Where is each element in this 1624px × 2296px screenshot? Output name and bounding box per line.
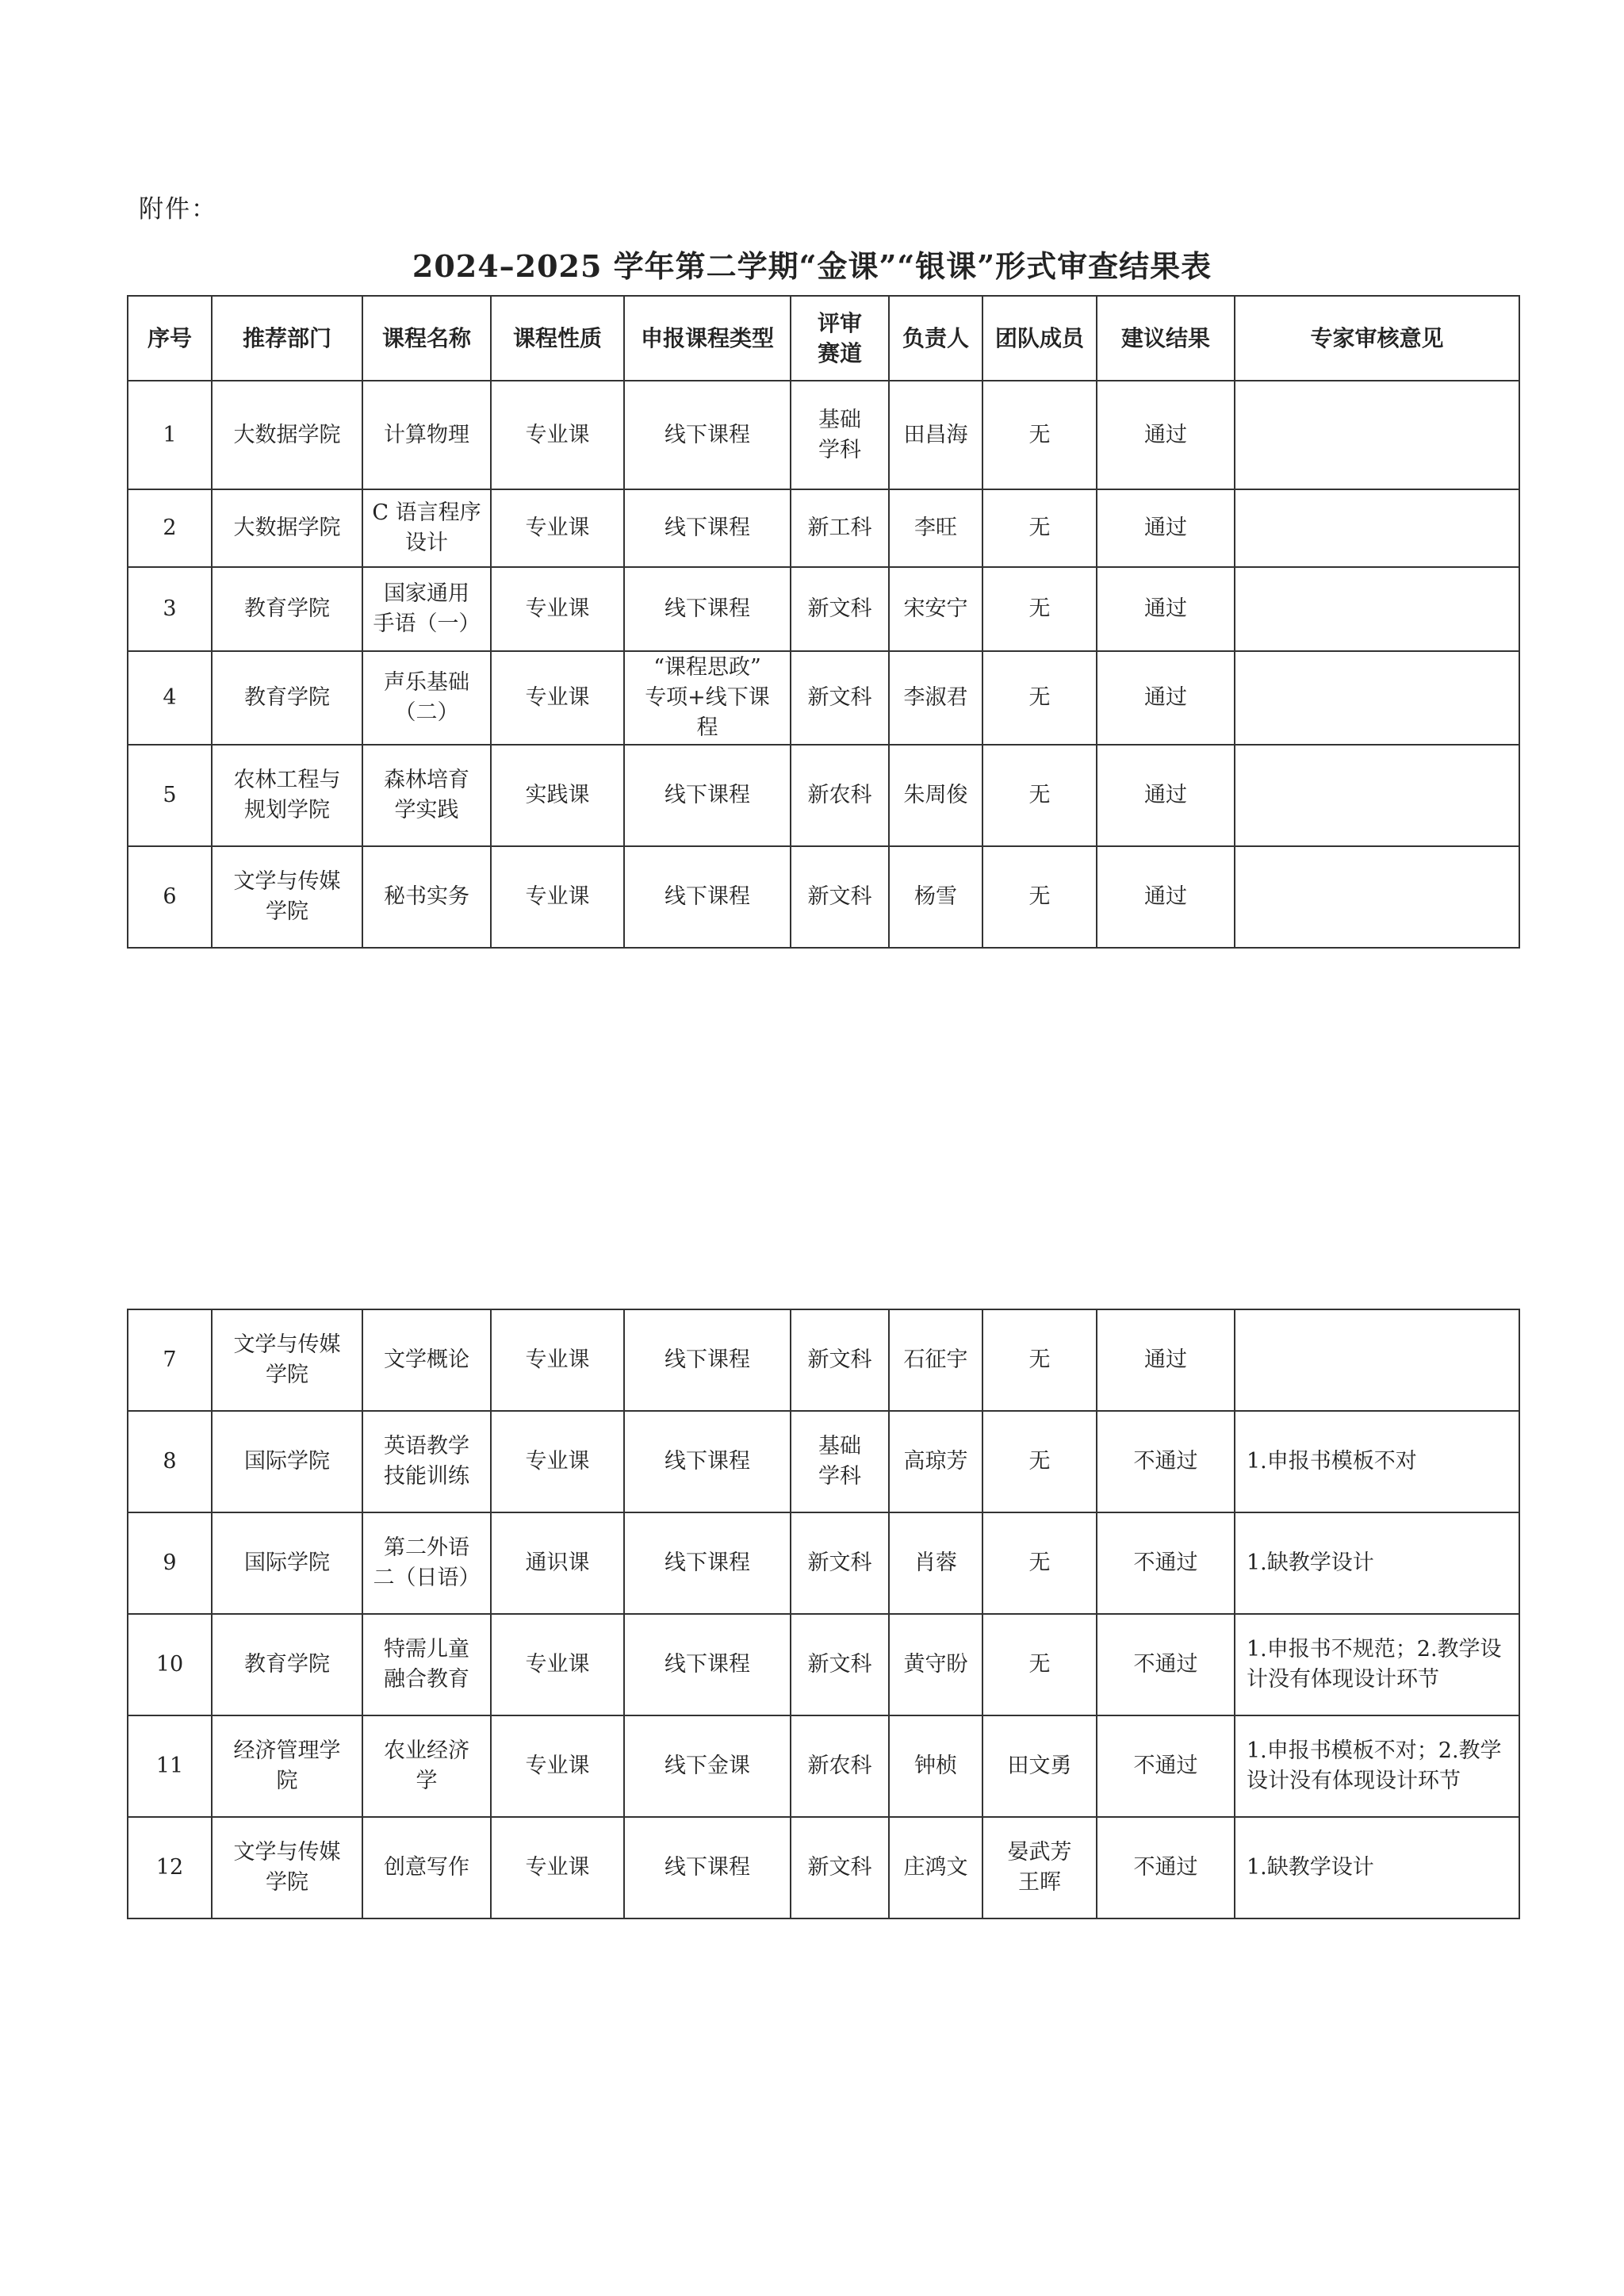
table-cell: 肖蓉 — [889, 1512, 982, 1614]
table-cell: 森林培育 学实践 — [362, 745, 491, 846]
table-cell: 4 — [128, 651, 212, 745]
table-row — [128, 1817, 1519, 1918]
table-cell: 专业课 — [491, 567, 624, 651]
table-cell: 计算物理 — [362, 381, 491, 489]
header-cell: 专家审核意见 — [1235, 296, 1519, 381]
table-cell: 9 — [128, 1512, 212, 1614]
table-cell: 创意写作 — [362, 1817, 491, 1918]
expert-opinion-cell: 1.缺教学设计 — [1235, 1512, 1519, 1614]
table-cell: 8 — [128, 1411, 212, 1512]
table-cell: 实践课 — [491, 745, 624, 846]
table-cell: 3 — [128, 567, 212, 651]
table-cell: 线下金课 — [624, 1715, 791, 1817]
table-cell: 线下课程 — [624, 1411, 791, 1512]
table-cell: 10 — [128, 1614, 212, 1715]
table-cell: 专业课 — [491, 651, 624, 745]
expert-opinion-cell — [1235, 489, 1519, 567]
table-row — [128, 1715, 1519, 1817]
table-cell: 通过 — [1097, 381, 1235, 489]
table-cell: 专业课 — [491, 1411, 624, 1512]
table-cell: 不通过 — [1097, 1512, 1235, 1614]
table-cell: 新文科 — [791, 567, 889, 651]
table-row — [128, 381, 1519, 489]
table-row — [128, 1512, 1519, 1614]
table-cell: 高琼芳 — [889, 1411, 982, 1512]
table-row — [128, 745, 1519, 846]
table-cell: 文学概论 — [362, 1309, 491, 1411]
table-cell: 无 — [982, 567, 1097, 651]
table-cell: 国际学院 — [212, 1512, 362, 1614]
attachment-label: 附件： — [139, 195, 217, 224]
table-cell: 11 — [128, 1715, 212, 1817]
table-row — [128, 1411, 1519, 1512]
table-cell: 朱周俊 — [889, 745, 982, 846]
table-cell: 线下课程 — [624, 489, 791, 567]
table-row — [128, 846, 1519, 948]
table-cell: 钟桢 — [889, 1715, 982, 1817]
table-cell: 第二外语 二（日语） — [362, 1512, 491, 1614]
table-cell: 线下课程 — [624, 1614, 791, 1715]
table-cell: 庄鸿文 — [889, 1817, 982, 1918]
table-cell: 李旺 — [889, 489, 982, 567]
table-cell: 无 — [982, 1512, 1097, 1614]
table-cell: 2 — [128, 489, 212, 567]
expert-opinion-cell: 1.缺教学设计 — [1235, 1817, 1519, 1918]
table-cell: 6 — [128, 846, 212, 948]
table-cell: 文学与传媒 学院 — [212, 1309, 362, 1411]
table-row — [128, 567, 1519, 651]
table-body — [128, 1309, 1519, 1918]
header-cell: 团队成员 — [982, 296, 1097, 381]
table-cell: 教育学院 — [212, 651, 362, 745]
table-cell: 7 — [128, 1309, 212, 1411]
table-cell: 专业课 — [491, 1309, 624, 1411]
header-row — [128, 296, 1519, 381]
table-cell: 专业课 — [491, 1614, 624, 1715]
header-cell: 建议结果 — [1097, 296, 1235, 381]
table-cell: 线下课程 — [624, 567, 791, 651]
table-cell: 通过 — [1097, 1309, 1235, 1411]
table-cell: 晏武芳 王晖 — [982, 1817, 1097, 1918]
table-cell: 声乐基础 （二） — [362, 651, 491, 745]
table-cell: 新文科 — [791, 1309, 889, 1411]
expert-opinion-cell — [1235, 846, 1519, 948]
table-cell: 线下课程 — [624, 381, 791, 489]
table-cell: 英语教学 技能训练 — [362, 1411, 491, 1512]
table-cell: 李淑君 — [889, 651, 982, 745]
table-cell: 无 — [982, 846, 1097, 948]
table-cell: C 语言程序 设计 — [362, 489, 491, 567]
table-cell: 新文科 — [791, 846, 889, 948]
header-cell: 推荐部门 — [212, 296, 362, 381]
table-cell: 新文科 — [791, 651, 889, 745]
table-cell: 通过 — [1097, 567, 1235, 651]
table-cell: 农林工程与 规划学院 — [212, 745, 362, 846]
table-cell: 专业课 — [491, 1715, 624, 1817]
table-cell: 专业课 — [491, 846, 624, 948]
table-cell: 线下课程 — [624, 846, 791, 948]
table-cell: 国家通用 手语（一） — [362, 567, 491, 651]
review-table-page2 — [127, 1309, 1520, 1919]
table-cell: 不通过 — [1097, 1817, 1235, 1918]
header-cell: 评审 赛道 — [791, 296, 889, 381]
expert-opinion-cell — [1235, 1309, 1519, 1411]
table-cell: 线下课程 — [624, 1309, 791, 1411]
table-cell: 黄守盼 — [889, 1614, 982, 1715]
table-cell: 无 — [982, 651, 1097, 745]
header-cell: 负责人 — [889, 296, 982, 381]
table-row — [128, 489, 1519, 567]
table-cell: 5 — [128, 745, 212, 846]
expert-opinion-cell — [1235, 745, 1519, 846]
table-body — [128, 381, 1519, 948]
expert-opinion-cell — [1235, 651, 1519, 745]
table-cell: 通过 — [1097, 846, 1235, 948]
table-cell: 线下课程 — [624, 745, 791, 846]
table-cell: 无 — [982, 381, 1097, 489]
expert-opinion-cell — [1235, 567, 1519, 651]
table-cell: 通过 — [1097, 651, 1235, 745]
table-cell: 石征宇 — [889, 1309, 982, 1411]
header-cell: 课程性质 — [491, 296, 624, 381]
header-cell: 课程名称 — [362, 296, 491, 381]
table-cell: 不通过 — [1097, 1614, 1235, 1715]
table-cell: 基础 学科 — [791, 381, 889, 489]
table-cell: 新文科 — [791, 1614, 889, 1715]
table-cell: 线下课程 — [624, 1817, 791, 1918]
table-cell: 无 — [982, 489, 1097, 567]
table-cell: 新农科 — [791, 745, 889, 846]
table-cell: 文学与传媒 学院 — [212, 846, 362, 948]
table-cell: 大数据学院 — [212, 381, 362, 489]
expert-opinion-cell — [1235, 381, 1519, 489]
expert-opinion-cell: 1.申报书模板不对 — [1235, 1411, 1519, 1512]
table-cell: 田文勇 — [982, 1715, 1097, 1817]
table-cell: 特需儿童 融合教育 — [362, 1614, 491, 1715]
table-cell: 国际学院 — [212, 1411, 362, 1512]
table-cell: 大数据学院 — [212, 489, 362, 567]
table-row — [128, 1309, 1519, 1411]
table-cell: 基础 学科 — [791, 1411, 889, 1512]
header-cell: 申报课程类型 — [624, 296, 791, 381]
expert-opinion-cell: 1.申报书不规范；2.教学设 计没有体现设计环节 — [1235, 1614, 1519, 1715]
table-cell: 秘书实务 — [362, 846, 491, 948]
table-cell: 教育学院 — [212, 567, 362, 651]
table-cell: 不通过 — [1097, 1715, 1235, 1817]
table-cell: 田昌海 — [889, 381, 982, 489]
table-row — [128, 1614, 1519, 1715]
table-cell: 专业课 — [491, 489, 624, 567]
table-cell: “课程思政” 专项+线下课 程 — [624, 651, 791, 745]
table-cell: 农业经济 学 — [362, 1715, 491, 1817]
expert-opinion-cell: 1.申报书模板不对；2.教学 设计没有体现设计环节 — [1235, 1715, 1519, 1817]
table-cell: 教育学院 — [212, 1614, 362, 1715]
table-cell: 无 — [982, 1309, 1097, 1411]
table-cell: 1 — [128, 381, 212, 489]
review-table-page1 — [127, 295, 1520, 949]
header-cell: 序号 — [128, 296, 212, 381]
table-cell: 通过 — [1097, 489, 1235, 567]
table-row — [128, 651, 1519, 745]
table-cell: 通识课 — [491, 1512, 624, 1614]
table-cell: 专业课 — [491, 381, 624, 489]
table-cell: 新文科 — [791, 1817, 889, 1918]
table-cell: 不通过 — [1097, 1411, 1235, 1512]
table-cell: 通过 — [1097, 745, 1235, 846]
table-cell: 新农科 — [791, 1715, 889, 1817]
table-cell: 杨雪 — [889, 846, 982, 948]
table-cell: 文学与传媒 学院 — [212, 1817, 362, 1918]
table-cell: 新工科 — [791, 489, 889, 567]
page-title: 2024–2025 学年第二学期“金课”“银课”形式审查结果表 — [412, 248, 1212, 284]
table-cell: 宋安宁 — [889, 567, 982, 651]
table-cell: 经济管理学 院 — [212, 1715, 362, 1817]
table-cell: 线下课程 — [624, 1512, 791, 1614]
table-cell: 专业课 — [491, 1817, 624, 1918]
table-cell: 新文科 — [791, 1512, 889, 1614]
table-cell: 无 — [982, 1614, 1097, 1715]
table-cell: 无 — [982, 1411, 1097, 1512]
table-cell: 无 — [982, 745, 1097, 846]
table-cell: 12 — [128, 1817, 212, 1918]
